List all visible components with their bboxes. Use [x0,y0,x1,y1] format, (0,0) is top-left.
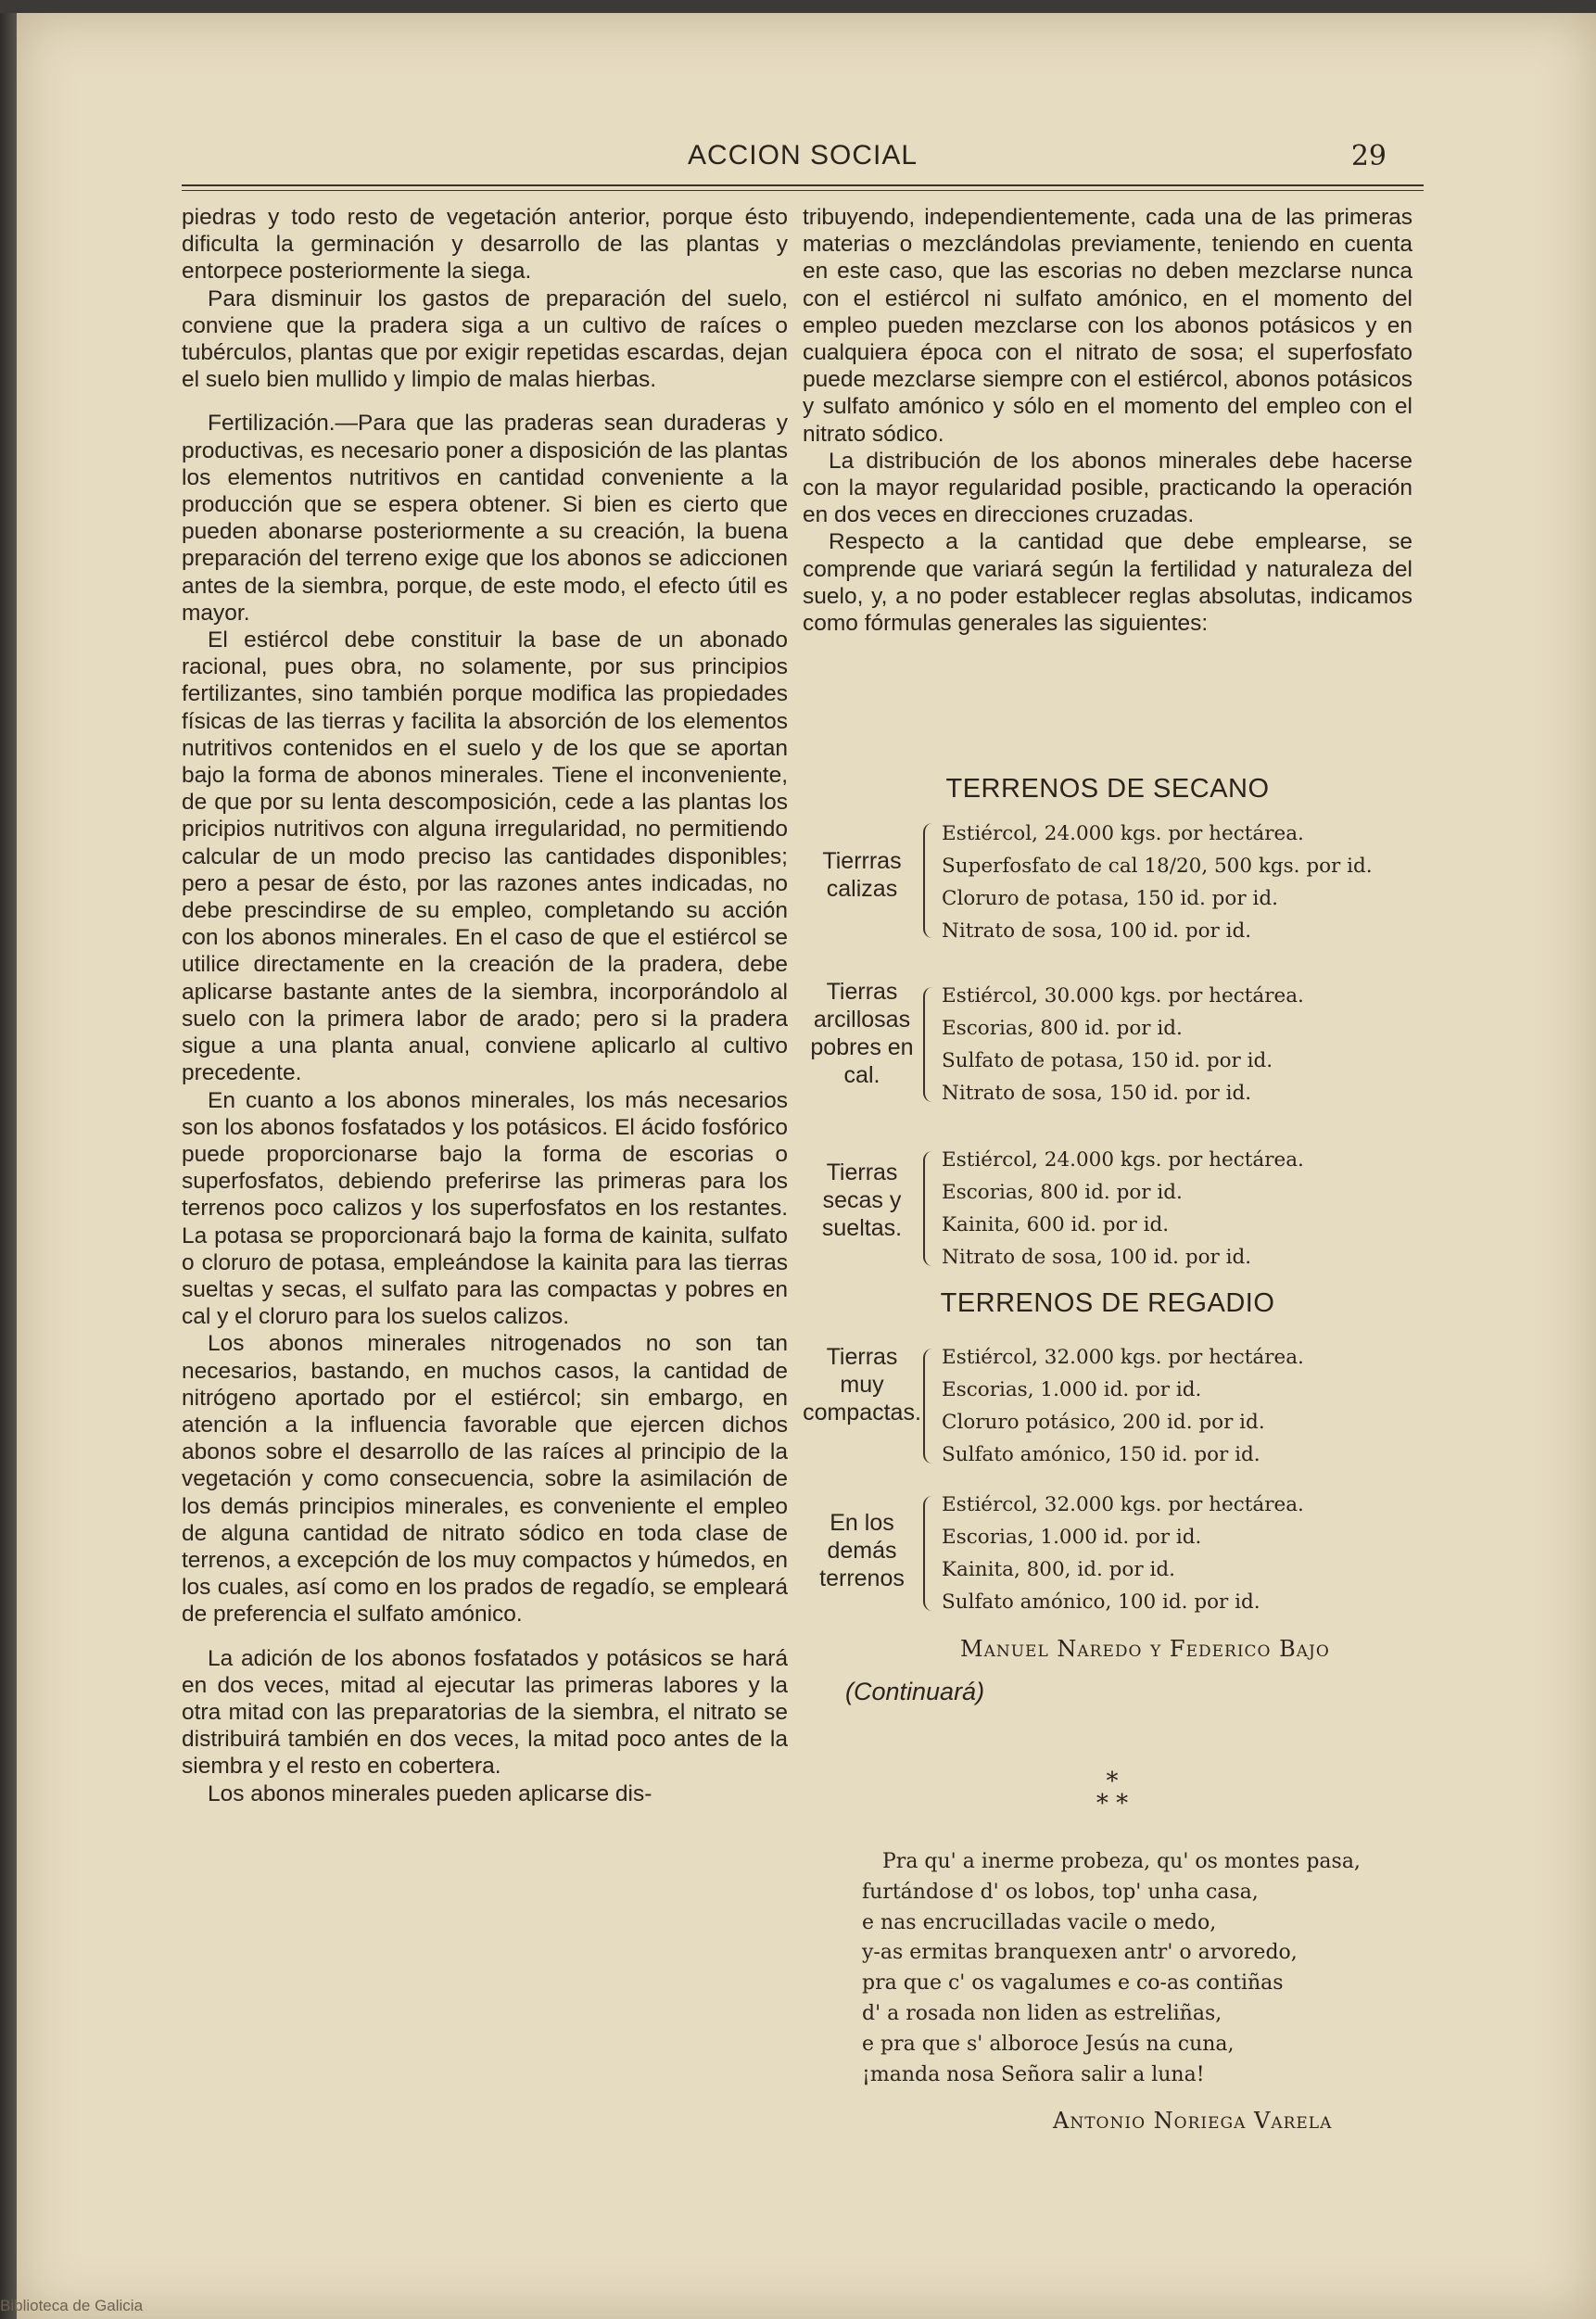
paragraph-fertilizacion: Fertilización.—Para que las praderas sean duraderas y productivas, es necesario poner a disposición de las plantas los elementos nutritivos en cantidad conveniente a la producción que se espera obtener. Si bien es cierto que pueden abonarse posteriormente a su creación, la buena preparación del terreno exige que los abonos se adiccionen antes de la siembra, porque, de este modo, el efecto útil es mayor. [182,411,788,626]
formula-item: Cloruro potásico, 200 id. por id. [942,1411,1265,1434]
paragraph: Los abonos minerales nitrogenados no son tan necesarios, bastando, en muchos casos, la cantidad de nitrógeno aportado por el estiércol; sin embargo, en atención a la influencia favorable que ejercen dichos abonos sobre el desarrollo de las raíces al principio de la vegetación y como consecuencia, sobre la asimilación de los demás principios minerales, es conveniente el empleo de alguna cantidad de nitrato sódico en toda clase de terrenos, a excepción de los muy compactos y húmedos, en los cuales, así como en los prados de regadío, se empleará de preferencia el sulfato amónico. [182,1331,788,1628]
formula-item: Estiércol, 32.000 kgs. por hectárea. [942,1346,1304,1369]
soil-label: Tierrras calizas [822,848,902,902]
header-rule-thick [182,184,1424,186]
formula-item: Estiércol, 32.000 kgs. por hectárea. [942,1493,1304,1516]
formula-item: Kainita, 600 id. por id. [942,1213,1170,1236]
formula-item: Escorias, 800 id. por id. [942,1181,1183,1204]
soil-label: En los demás terrenos [819,1510,905,1591]
header-rule-thin [182,190,1424,191]
formula-group-arcillosas [803,978,1433,1117]
formula-item: Escorias, 1.000 id. por id. [942,1378,1202,1401]
paragraph: piedras y todo resto de vegetación anterior, porque ésto dificulta la germinación y desarrollo de las plantas y entorpece posteriormente la siega. [182,205,788,285]
formula-item: Sulfato amónico, 150 id. por id. [942,1443,1260,1466]
asterism-bottom: * * [1096,1790,1129,1818]
formula-item: Nitrato de sosa, 100 id. por id. [942,919,1252,943]
asterism-top: * [1106,1768,1119,1795]
formula-item: Estiércol, 24.000 kgs. por hectárea. [942,822,1304,845]
formula-item: Sulfato amónico, 100 id. por id. [942,1590,1260,1614]
section-title-secano: TERRENOS DE SECANO [945,774,1270,804]
brace-mark [923,1496,936,1611]
poem-line: e nas encrucilladas vacile o medo, [862,1910,1217,1934]
paragraph: El estiércol debe constituir la base de un abonado racional, pues obra, no solamente, por sus principios fertilizantes, sino también porque modifica las propiedades físicas de las tierras y facilita la absorción de los elementos nutritivos contenidos en el suelo y de los que se aportan bajo la forma de abonos minerales. Tiene el inconveniente, de que por su lenta descomposición, cede a las plantas los pricipios nutritivos con alguna irregularidad, no permitiendo calcular de un modo preciso las cantidades disponibles; pero a pesar de ésto, por las razones antes indicadas, no debe prescindirse de su empleo, completando su acción con los abonos minerales. En el caso de que el estiércol se utilice directamente en la creación de la pradera, debe aplicarse bastante antes de la siembra, incorporándolo al suelo con la primera labor de arado; pero si la pradera sigue a una planta anual, conviene aplicarlo al cultivo precedente. [182,627,788,1086]
poem-line: ¡manda nosa Señora salir a luna! [862,2062,1205,2086]
poem [862,1847,1361,2090]
brace-mark [923,1151,936,1266]
soil-label: Tierras arcillosas pobres en cal. [810,979,914,1088]
poem-line: furtándose d' os lobos, top' unha casa, [862,1880,1259,1904]
paragraph: Para disminuir los gastos de preparación del suelo, conviene que la pradera siga a un cultivo de raíces o tubérculos, plantas que por exigir repetidas escardas, dejan el suelo bien mullido y limpio de malas hierbas. [182,285,788,393]
paragraph: tribuyendo, independientemente, cada una de las primeras materias o mezclándolas previamente, teniendo en cuenta en este caso, que las escorias no deben mezclarse nunca con el estiércol ni sulfato amónico, en el momento del empleo pueden mezclarse con los abonos potásicos y en cualquiera época con el nitrato de sosa; el superfosfato puede mezclarse siempre con el estiércol, abonos potásicos y sulfato amónico y sólo en el momento del empleo con el nitrato sódico. [803,205,1412,447]
poem-line: y-as ermitas branquexen antr' o arvoredo, [862,1941,1298,1965]
formula-list [942,980,1304,1109]
formula-item: Estiércol, 24.000 kgs. por hectárea. [942,1148,1304,1172]
formula-group-compactas [803,1339,1433,1478]
paragraph: La adición de los abonos fosfatados y potásicos se hará en dos veces, mitad al ejecutar las primeras labores y la otra mitad con las preparatorias de la siembra, el nitrato se distribuirá también en dos veces, la mitad poco antes de la siembra y el resto en cobertera. [182,1645,788,1780]
formula-item: Escorias, 1.000 id. por id. [942,1526,1202,1549]
poem-line: pra que c' os vagalumes e co-as contiñas [862,1971,1284,1996]
formula-item: Sulfato de potasa, 150 id. por id. [942,1049,1273,1072]
formula-item: Escorias, 800 id. por id. [942,1017,1183,1040]
left-column [182,204,788,1807]
paragraph: Los abonos minerales pueden aplicarse dis- [208,1780,652,1806]
formula-item: Superfosfato de cal 18/20, 500 kgs. por id. [942,855,1373,878]
section-title-regadio: TERRENOS DE REGADIO [940,1288,1275,1318]
author-signature: Manuel Naredo y Federico Bajo [960,1636,1330,1662]
formula-list [942,817,1373,947]
formula-item: Cloruro de potasa, 150 id. por id. [942,887,1278,910]
formula-item: Nitrato de sosa, 150 id. por id. [942,1082,1252,1105]
paragraph: Respecto a la cantidad que debe emplearse, se comprende que variará según la fertilidad y naturaleza del suelo, y, a no poder establecer reglas absolutas, indicamos como fórmulas generales las siguientes: [803,529,1412,637]
poem-line: e pra que s' alboroce Jesús na cuna, [862,2032,1235,2056]
brace-mark [923,1349,936,1464]
continued-note: (Continuará) [845,1678,985,1705]
formula-item: Nitrato de sosa, 100 id. por id. [942,1246,1252,1269]
library-watermark: Biblioteca de Galicia [0,2297,144,2314]
formula-list [942,1489,1304,1618]
paragraph: En cuanto a los abonos minerales, los más necesarios son los abonos fosfatados y los potásicos. El ácido fosfórico puede proporcionarse bajo la forma de escorias o superfosfatos, debiendo preferirse las primeras para los terrenos poco calizos y los superfosfatos en los restantes. La potasa se proporcionará bajo la forma de kainita, sulfato o cloruro de potasa, empleándose la kainita para las tierras sueltas y secas, el sulfato para las compactas y pobres en cal y el cloruro para los suelos calizos. [182,1087,788,1330]
poet-signature: Antonio Noriega Varela [1053,2108,1333,2134]
book-spine [0,13,17,2319]
formula-group-calizas [803,816,1433,950]
journal-title: ACCION SOCIAL [687,140,918,171]
page-header [182,134,1424,186]
formula-item: Kainita, 800, id. por id. [942,1558,1175,1581]
page-number: 29 [1350,140,1387,172]
right-column [803,204,1412,637]
paragraph: La distribución de los abonos minerales debe hacerse con la mayor regularidad posible, practicando la operación en dos veces en direcciones cruzadas. [803,448,1412,528]
poem-line: Pra qu' a inerme probeza, qu' os montes pasa, [882,1850,1361,1873]
formula-group-demas [803,1487,1433,1626]
poem-line: d' a rosada non liden as estreliñas, [862,2001,1222,2025]
brace-mark [923,987,936,1102]
formula-list [942,1341,1304,1471]
formula-item: Estiércol, 30.000 kgs. por hectárea. [942,984,1304,1007]
formula-group-sueltas [803,1142,1433,1281]
formula-list [942,1144,1304,1274]
soil-label: Tierras secas y sueltas. [821,1160,903,1241]
brace-mark [923,823,936,938]
asterism [1075,1768,1149,1818]
soil-label: Tierras muy compactas. [803,1344,921,1426]
